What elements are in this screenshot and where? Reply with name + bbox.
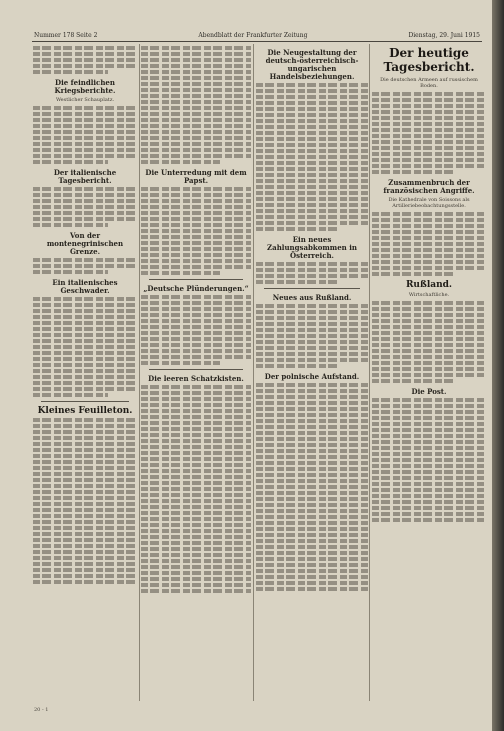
- heading: Ein neues Zahlungsabkommen in Österreich.: [267, 235, 357, 260]
- feuilleton-heading: Kleines Feuilleton.: [37, 406, 133, 416]
- subheading: Die Kathedrale von Soissons als Artilleriebeobachtungsstelle.: [388, 197, 470, 209]
- masthead: Abendblatt der Frankfurter Zeitung: [198, 31, 308, 39]
- heading: Der italienische Tagesbericht.: [53, 168, 117, 185]
- main-heading: Der heutige Tagesbericht.: [383, 46, 475, 74]
- column-4: [372, 44, 486, 701]
- date: Dienstag, 29. Juni 1915: [408, 31, 480, 39]
- heading: Neues aus Rußland.: [272, 293, 352, 302]
- subheading: Die deutschen Armeen auf russischem Boden.: [380, 77, 478, 89]
- heading: Die feindlichen Kriegsberichte.: [54, 78, 116, 95]
- heading: Ein italienisches Geschwader.: [52, 278, 118, 295]
- page-header: [34, 30, 480, 40]
- heading: Die Post.: [411, 387, 447, 396]
- page-edge: [492, 0, 504, 731]
- subheading: Wirtschaftliche.: [408, 292, 450, 298]
- column-2: [141, 44, 251, 701]
- heading: Von der montenegrinischen Grenze.: [46, 231, 124, 256]
- subheading: Westlicher Schauplatz.: [55, 97, 115, 103]
- header-rule: [32, 41, 482, 42]
- column-1: [33, 44, 137, 701]
- issue-number: Nummer 178 Seite 2: [34, 31, 98, 39]
- heading: Rußland.: [405, 280, 453, 290]
- heading: Der polnische Aufstand.: [264, 372, 360, 381]
- heading: Die Neugestaltung der deutsch-österreichisch-ungarischen Handelsbeziehungen.: [265, 48, 359, 81]
- heading: „Deutsche Plünderungen.“: [143, 284, 249, 293]
- heading: Die Unterredung mit dem Papst.: [145, 168, 247, 185]
- column-3: [256, 44, 368, 701]
- heading: Die leeren Schatzkisten.: [148, 374, 244, 383]
- footer-mark: 20 - 1: [34, 707, 49, 713]
- heading: Zusammenbruch der französischen Angriffe.: [383, 178, 475, 195]
